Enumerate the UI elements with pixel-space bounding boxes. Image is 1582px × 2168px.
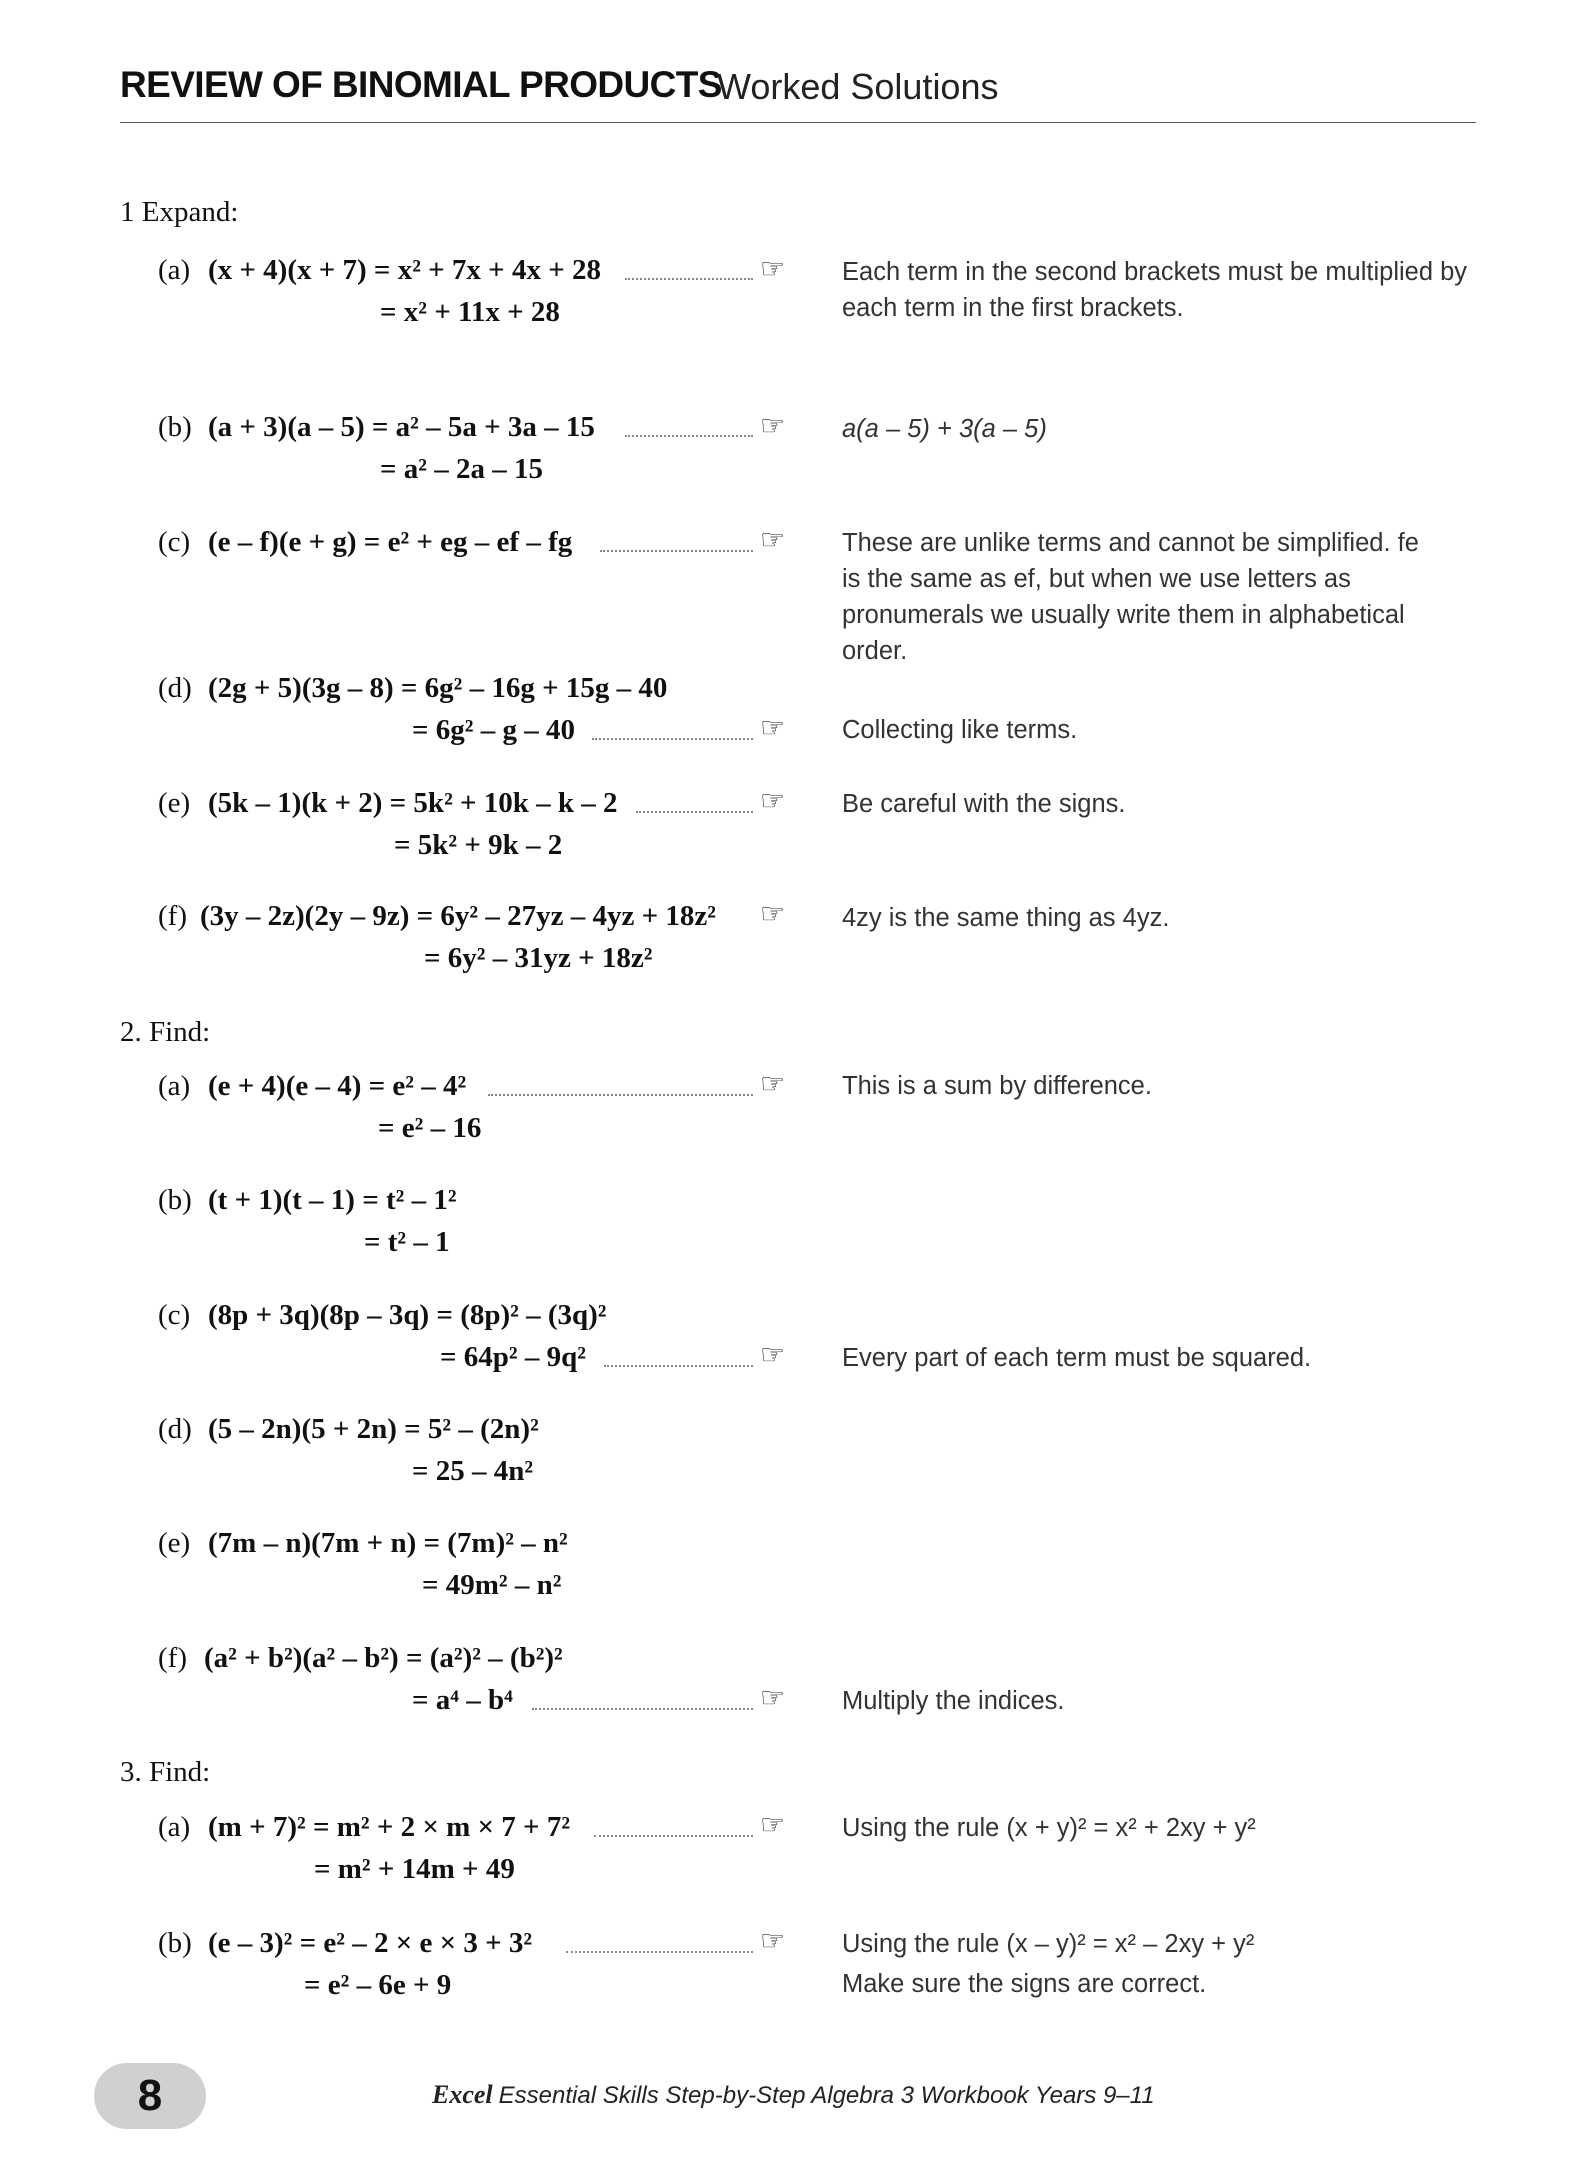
q1d-line1: (d) (2g + 5)(3g – 8) = 6g² – 16g + 15g – 40 xyxy=(158,672,668,704)
pointing-hand-icon: ☞ xyxy=(760,786,786,817)
leader-dots xyxy=(604,1365,753,1367)
leader-dots xyxy=(600,550,753,552)
q2e-line1: (e) (7m – n)(7m + n) = (7m)² – n² xyxy=(158,1527,568,1559)
q1d-line2: = 6g² – g – 40 xyxy=(412,714,575,746)
q3a-line2: = m² + 14m + 49 xyxy=(314,1853,515,1885)
pointing-hand-icon: ☞ xyxy=(760,713,786,744)
pointing-hand-icon: ☞ xyxy=(760,254,786,285)
footer-book-title: Excel Essential Skills Step-by-Step Algebra 3 Workbook Years 9–11 xyxy=(432,2080,1155,2109)
q1b-note: a(a – 5) + 3(a – 5) xyxy=(842,415,1047,443)
leader-dots xyxy=(625,435,753,437)
q2a-line1: (a) (e + 4)(e – 4) = e² – 4² xyxy=(158,1070,467,1102)
leader-dots xyxy=(532,1708,753,1710)
q3b-line2: = e² – 6e + 9 xyxy=(304,1969,452,2001)
page-header xyxy=(120,62,1476,123)
q1a-line1: (a) (x + 4)(x + 7) = x² + 7x + 4x + 28 xyxy=(158,254,601,286)
page-number: 8 xyxy=(94,2063,206,2129)
pointing-hand-icon: ☞ xyxy=(760,899,786,930)
q1d-note: Collecting like terms. xyxy=(842,716,1078,744)
question-1-heading: 1 Expand: xyxy=(120,196,239,228)
pointing-hand-icon: ☞ xyxy=(760,1340,786,1371)
leader-dots xyxy=(566,1951,753,1953)
q2f-line1: (f) (a² + b²)(a² – b²) = (a²)² – (b²)² xyxy=(158,1642,563,1674)
leader-dots xyxy=(594,1835,753,1837)
q2c-line2: = 64p² – 9q² xyxy=(440,1341,586,1373)
pointing-hand-icon: ☞ xyxy=(760,525,786,556)
page-title: REVIEW OF BINOMIAL PRODUCTS xyxy=(120,64,722,105)
brand-logo: Excel xyxy=(432,2080,493,2109)
pointing-hand-icon: ☞ xyxy=(760,1069,786,1100)
q2c-note: Every part of each term must be squared. xyxy=(842,1344,1312,1372)
q1c-note: These are unlike terms and cannot be simplified. fe is the same as ef, but when we use letters as pronumerals we usually write them in alphabetical order. xyxy=(842,529,1419,665)
question-2-heading: 2. Find: xyxy=(120,1016,211,1048)
q2e-line2: = 49m² – n² xyxy=(422,1569,562,1601)
pointing-hand-icon: ☞ xyxy=(760,1926,786,1957)
q2a-note: This is a sum by difference. xyxy=(842,1072,1152,1100)
q3a-note: Using the rule (x + y)² = x² + 2xy + y² xyxy=(842,1814,1256,1842)
q1f-note: 4zy is the same thing as 4yz. xyxy=(842,904,1170,932)
q2f-note: Multiply the indices. xyxy=(842,1687,1065,1715)
q1f-line2: = 6y² – 31yz + 18z² xyxy=(424,942,653,974)
q2a-line2: = e² – 16 xyxy=(378,1112,482,1144)
q3b-note-rule: Using the rule (x – y)² = x² – 2xy + y² xyxy=(842,1930,1255,1958)
q1e-line2: = 5k² + 9k – 2 xyxy=(394,829,563,861)
leader-dots xyxy=(488,1094,753,1096)
q2f-line2: = a⁴ – b⁴ xyxy=(412,1684,513,1716)
q2b-line2: = t² – 1 xyxy=(364,1226,450,1258)
q2d-line2: = 25 – 4n² xyxy=(412,1455,534,1487)
q1f-line1: (f) (3y – 2z)(2y – 9z) = 6y² – 27yz – 4yz + 18z² xyxy=(158,900,716,932)
q1a-note: Each term in the second brackets must be multiplied by each term in the first brackets. xyxy=(842,258,1468,322)
q3a-line1: (a) (m + 7)² = m² + 2 × m × 7 + 7² xyxy=(158,1811,571,1843)
q2b-line1: (b) (t + 1)(t – 1) = t² – 1² xyxy=(158,1184,457,1216)
q1b-line1: (b) (a + 3)(a – 5) = a² – 5a + 3a – 15 xyxy=(158,411,595,443)
leader-dots xyxy=(636,811,753,813)
q1b-line2: = a² – 2a – 15 xyxy=(380,453,543,485)
q2c-line1: (c) (8p + 3q)(8p – 3q) = (8p)² – (3q)² xyxy=(158,1299,607,1331)
question-3-heading: 3. Find: xyxy=(120,1756,211,1788)
q1e-line1: (e) (5k – 1)(k + 2) = 5k² + 10k – k – 2 xyxy=(158,787,618,819)
pointing-hand-icon: ☞ xyxy=(760,411,786,442)
q3b-note-signs: Make sure the signs are correct. xyxy=(842,1970,1207,1998)
q1a-line2: = x² + 11x + 28 xyxy=(380,296,560,328)
q1e-note: Be careful with the signs. xyxy=(842,790,1126,818)
leader-dots xyxy=(625,278,753,280)
pointing-hand-icon: ☞ xyxy=(760,1683,786,1714)
leader-dots xyxy=(592,738,753,740)
q3b-line1: (b) (e – 3)² = e² – 2 × e × 3 + 3² xyxy=(158,1927,533,1959)
page-subtitle: Worked Solutions xyxy=(717,66,999,107)
q2d-line1: (d) (5 – 2n)(5 + 2n) = 5² – (2n)² xyxy=(158,1413,539,1445)
q1c-line1: (c) (e – f)(e + g) = e² + eg – ef – fg xyxy=(158,526,573,558)
pointing-hand-icon: ☞ xyxy=(760,1810,786,1841)
